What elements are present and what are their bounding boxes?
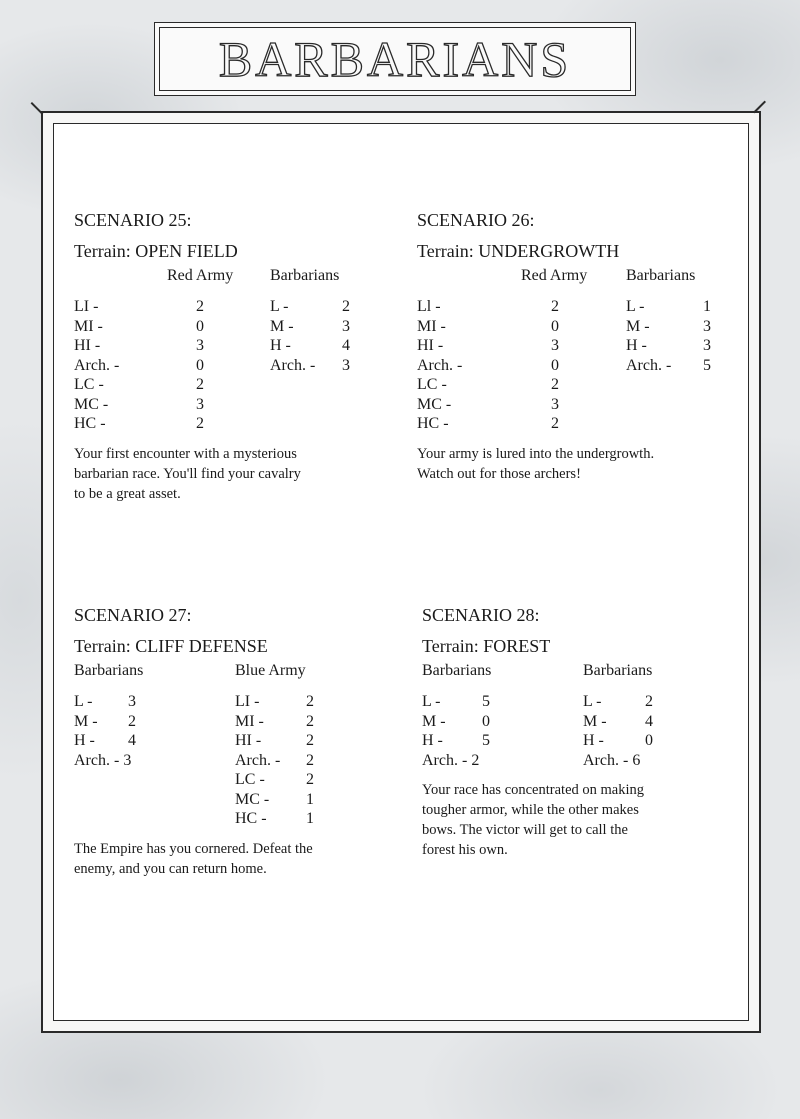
description-line: Your army is lured into the undergrowth. [417, 445, 655, 462]
unit-1-count: 2 [196, 376, 204, 393]
scenario-heading: SCENARIO 28: [422, 605, 540, 625]
unit-1-count: 3 [551, 337, 559, 354]
unit-row [422, 751, 742, 771]
unit-2-label: L - [270, 298, 289, 315]
unit-2-label: M - [583, 712, 607, 730]
army-headers [74, 266, 394, 297]
frame-corner-tr [753, 101, 765, 113]
unit-1-label: Arch. - 3 [74, 751, 132, 769]
description-line: bows. The victor will get to call the [422, 822, 628, 838]
unit-row [74, 395, 394, 415]
unit-row [74, 790, 394, 810]
unit-1-count: 3 [196, 395, 204, 413]
unit-2-count: 3 [342, 317, 350, 335]
unit-row [74, 336, 394, 356]
unit-1-count: 0 [551, 317, 559, 335]
unit-2-label: H - [583, 732, 604, 749]
scenario-terrain: Terrain: FOREST [422, 636, 551, 656]
unit-2-count: 4 [645, 712, 653, 730]
description-line: Watch out for those archers! [417, 465, 581, 482]
unit-table [74, 692, 394, 829]
unit-row [74, 375, 394, 395]
scenario-description [417, 444, 747, 484]
scenario-27 [74, 604, 394, 879]
unit-row [422, 712, 742, 732]
unit-2-label: MI - [235, 712, 264, 730]
unit-1-count: 2 [196, 415, 204, 432]
unit-row [74, 770, 394, 790]
scenario-heading: SCENARIO 25: [74, 210, 192, 230]
unit-2-count: 3 [342, 356, 350, 374]
unit-1-count: 0 [196, 317, 204, 335]
unit-2-label: M - [626, 317, 650, 335]
scenario-26 [417, 209, 747, 484]
unit-1-count: 0 [482, 712, 490, 730]
unit-row [417, 395, 747, 415]
unit-1-label: Ll - [417, 298, 441, 315]
unit-1-count: 3 [128, 693, 136, 710]
unit-2-count: 2 [306, 751, 314, 769]
unit-1-label: H - [422, 732, 443, 749]
scenario-description [74, 839, 394, 879]
description-line: The Empire has you cornered. Defeat the [74, 840, 313, 857]
unit-2-count: 1 [306, 790, 314, 808]
unit-2-count: 2 [306, 712, 314, 730]
unit-row [417, 297, 747, 317]
scenario-28 [422, 604, 742, 860]
unit-2-label: Arch. - [270, 356, 316, 374]
unit-1-label: HC - [74, 415, 106, 432]
unit-1-label: MI - [74, 317, 103, 335]
unit-row [74, 712, 394, 732]
unit-2-label: LC - [235, 771, 265, 788]
unit-1-label: MC - [417, 395, 452, 413]
unit-1-count: 5 [482, 693, 490, 710]
content-panel [53, 123, 749, 1021]
unit-1-label: Arch. - [417, 356, 463, 374]
unit-1-label: M - [74, 712, 98, 730]
army-1-header: Red Army [521, 267, 588, 284]
unit-2-count: 1 [306, 810, 314, 827]
scenario-description [422, 780, 742, 860]
unit-1-count: 2 [128, 712, 136, 730]
unit-row [74, 692, 394, 712]
unit-2-count: 3 [703, 317, 711, 335]
unit-1-label: L - [74, 693, 93, 710]
unit-2-label: L - [583, 693, 602, 710]
unit-1-count: 2 [551, 298, 559, 315]
unit-2-count: 2 [306, 771, 314, 788]
army-2-header: Barbarians [583, 662, 653, 679]
unit-1-label: HI - [417, 337, 444, 354]
scenario-terrain: Terrain: CLIFF DEFENSE [74, 636, 268, 656]
army-1-header: Red Army [167, 267, 234, 284]
description-line: barbarian race. You'll find your cavalry [74, 465, 301, 482]
unit-1-count: 3 [196, 337, 204, 354]
unit-row [74, 731, 394, 751]
army-headers [422, 661, 742, 692]
title-box [154, 22, 636, 96]
unit-row [74, 297, 394, 317]
unit-1-label: H - [74, 732, 95, 749]
unit-2-label: LI - [235, 693, 260, 710]
unit-1-label: M - [422, 712, 446, 730]
unit-2-label: Arch. - 6 [583, 751, 641, 769]
unit-1-count: 5 [482, 732, 490, 749]
army-2-header: Blue Army [235, 662, 306, 679]
unit-1-label: LC - [417, 376, 447, 393]
unit-1-label: L - [422, 693, 441, 710]
description-line: forest his own. [422, 842, 508, 858]
unit-1-label: Arch. - [74, 356, 120, 374]
scenario-heading: SCENARIO 26: [417, 210, 535, 230]
description-line: to be a great asset. [74, 485, 181, 502]
unit-1-label: Arch. - 2 [422, 751, 480, 769]
unit-2-label: M - [270, 317, 294, 335]
unit-1-label: MC - [74, 395, 109, 413]
unit-row [74, 414, 394, 434]
frame-corner-tl [31, 102, 43, 114]
unit-1-count: 2 [551, 376, 559, 393]
unit-1-label: LI - [74, 298, 99, 315]
unit-2-count: 0 [645, 732, 653, 749]
army-headers [74, 661, 394, 692]
unit-2-label: L - [626, 298, 645, 315]
unit-row [74, 356, 394, 376]
unit-2-count: 2 [645, 693, 653, 710]
content-frame [41, 111, 761, 1033]
description-line: Your race has concentrated on making [422, 782, 644, 798]
unit-row [417, 414, 747, 434]
army-1-header: Barbarians [74, 662, 144, 679]
title-inner-border [159, 27, 631, 91]
unit-row [74, 317, 394, 337]
unit-1-count: 0 [551, 356, 559, 374]
unit-1-label: LC - [74, 376, 104, 393]
unit-2-label: H - [626, 337, 647, 354]
page-title: BARBARIANS [218, 31, 572, 87]
unit-2-label: Arch. - [626, 356, 672, 374]
unit-2-label: HC - [235, 810, 267, 827]
unit-2-count: 4 [342, 337, 350, 354]
scenario-description [74, 444, 394, 504]
army-2-header: Barbarians [270, 267, 340, 284]
unit-1-count: 2 [196, 298, 204, 315]
unit-row [417, 356, 747, 376]
unit-2-count: 2 [342, 298, 350, 315]
army-headers [417, 266, 747, 297]
unit-2-label: HI - [235, 732, 262, 749]
scenario-terrain: Terrain: UNDERGROWTH [417, 241, 620, 261]
unit-1-count: 2 [551, 415, 559, 432]
unit-row [417, 336, 747, 356]
scenario-25 [74, 209, 394, 504]
unit-1-label: HC - [417, 415, 449, 432]
unit-row [417, 317, 747, 337]
unit-1-count: 0 [196, 356, 204, 374]
unit-2-count: 2 [306, 693, 314, 710]
unit-2-count: 1 [703, 298, 711, 315]
unit-1-count: 4 [128, 732, 136, 749]
unit-row [74, 751, 394, 771]
unit-row [422, 731, 742, 751]
scenario-terrain: Terrain: OPEN FIELD [74, 241, 238, 261]
description-line: enemy, and you can return home. [74, 860, 267, 877]
unit-2-count: 5 [703, 356, 711, 374]
description-line: tougher armor, while the other makes [422, 802, 639, 818]
army-1-header: Barbarians [422, 662, 492, 679]
unit-2-label: MC - [235, 790, 270, 808]
unit-table [417, 297, 747, 434]
description-line: Your first encounter with a mysterious [74, 445, 297, 462]
unit-row [417, 375, 747, 395]
unit-2-count: 2 [306, 732, 314, 749]
army-2-header: Barbarians [626, 267, 696, 284]
scenario-heading: SCENARIO 27: [74, 605, 192, 625]
unit-2-count: 3 [703, 337, 711, 354]
unit-row [74, 809, 394, 829]
unit-1-label: HI - [74, 337, 101, 354]
unit-row [422, 692, 742, 712]
unit-table [74, 297, 394, 434]
unit-2-label: Arch. - [235, 751, 281, 769]
unit-2-label: H - [270, 337, 291, 354]
unit-1-count: 3 [551, 395, 559, 413]
unit-1-label: MI - [417, 317, 446, 335]
unit-table [422, 692, 742, 770]
